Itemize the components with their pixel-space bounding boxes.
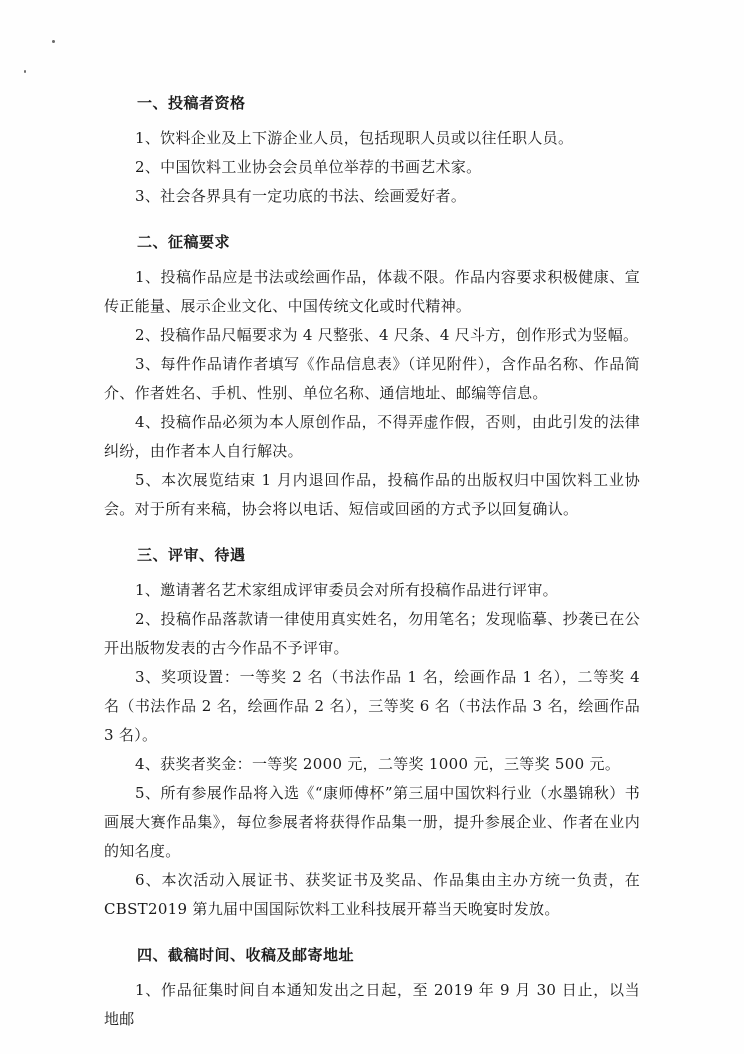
section-requirements xyxy=(104,231,640,524)
section-heading: 一、投稿者资格 xyxy=(137,94,246,112)
paragraph: 6、本次活动入展证书、获奖证书及奖品、作品集由主办方统一负责，在 CBST2019 第九届中国国际饮料工业科技展开幕当天晚宴时发放。 xyxy=(104,871,640,918)
paragraph: 2、投稿作品尺幅要求为 4 尺整张、4 尺条、4 尺斗方，创作形式为竖幅。 xyxy=(135,326,639,344)
paragraph: 1、作品征集时间自本通知发出之日起，至 2019 年 9 月 30 日止，以当地邮 xyxy=(104,981,640,1028)
paragraph: 5、所有参展作品将入选《“康师傅杯”第三届中国饮料行业（水墨锦秋）书画展大赛作品集》，每位参展者将获得作品集一册，提升参展企业、作者在业内的知名度。 xyxy=(104,784,640,860)
section-review-awards xyxy=(104,544,640,924)
paragraph: 5、本次展览结束 1 月内退回作品，投稿作品的出版权归中国饮料工业协会。对于所有来稿，协会将以电话、短信或回函的方式予以回复确认。 xyxy=(104,471,640,518)
section-eligibility xyxy=(104,92,640,211)
paragraph: 2、投稿作品落款请一律使用真实姓名，勿用笔名；发现临摹、抄袭已在公开出版物发表的古今作品不予评审。 xyxy=(104,610,640,657)
paragraph: 2、中国饮料工业协会会员单位举荐的书画艺术家。 xyxy=(135,158,482,176)
section-heading: 二、征稿要求 xyxy=(137,233,231,251)
scan-speck xyxy=(52,40,55,43)
paragraph: 1、邀请著名艺术家组成评审委员会对所有投稿作品进行评审。 xyxy=(135,581,558,599)
section-heading: 四、截稿时间、收稿及邮寄地址 xyxy=(137,946,355,964)
paragraph: 3、社会各界具有一定功底的书法、绘画爱好者。 xyxy=(135,187,467,205)
section-heading: 三、评审、待遇 xyxy=(137,546,246,564)
paragraph: 1、投稿作品应是书法或绘画作品，体裁不限。作品内容要求积极健康、宣传正能量、展示企业文化、中国传统文化或时代精神。 xyxy=(104,268,640,315)
paragraph: 3、奖项设置：一等奖 2 名（书法作品 1 名，绘画作品 1 名），二等奖 4 名（书法作品 2 名，绘画作品 2 名），三等奖 6 名（书法作品 3 名，绘画作品 3 名）。 xyxy=(104,668,640,744)
paragraph: 4、获奖者奖金：一等奖 2000 元，二等奖 1000 元，三等奖 500 元。 xyxy=(135,755,621,773)
document-page xyxy=(104,92,640,1054)
paragraph: 1、饮料企业及上下游企业人员，包括现职人员或以往任职人员。 xyxy=(135,129,574,147)
paragraph: 4、投稿作品必须为本人原创作品，不得弄虚作假，否则，由此引发的法律纠纷，由作者本人自行解决。 xyxy=(104,413,640,460)
scan-speck xyxy=(24,70,26,73)
paragraph: 3、每件作品请作者填写《作品信息表》（详见附件），含作品名称、作品简介、作者姓名、手机、性别、单位名称、通信地址、邮编等信息。 xyxy=(104,355,640,402)
section-deadline-address xyxy=(104,944,640,1034)
